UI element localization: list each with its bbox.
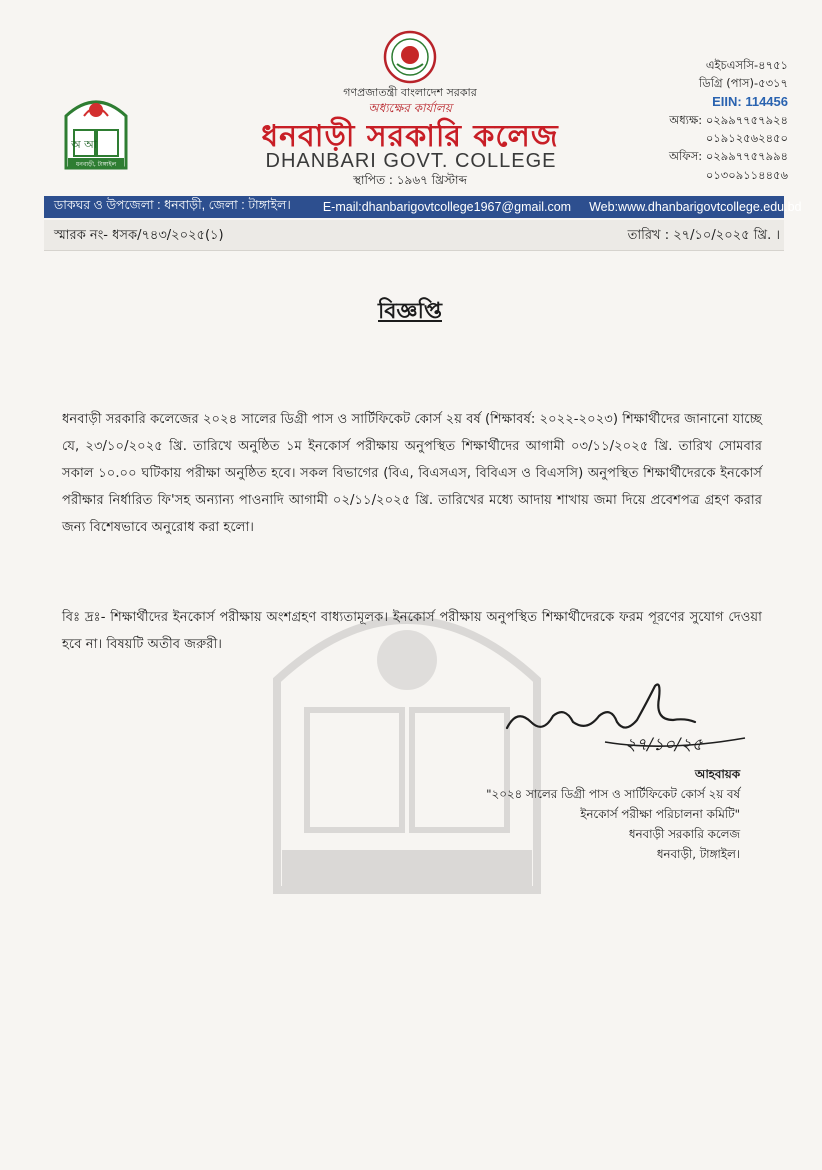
established-year: স্থাপিত : ১৯৬৭ খ্রিস্টাব্দ [353, 173, 467, 187]
college-logo-icon [62, 86, 130, 178]
email-link[interactable]: E-mail:dhanbarigovtcollege1967@gmail.com [322, 200, 572, 214]
government-seal-icon [383, 30, 437, 84]
handwritten-signature-icon [495, 676, 755, 766]
signatory-location: ধনবাড়ী, টাঙ্গাইল। [656, 847, 740, 861]
signatory-college: ধনবাড়ী সরকারি কলেজ [628, 827, 740, 841]
signature-date: ২৭/১০/২৫ [625, 735, 703, 755]
signatory-role: আহবায়ক [694, 767, 740, 781]
signatory-block [420, 764, 740, 864]
degree-code: ডিগ্রি (পাস)-৫৩১৭ [698, 76, 788, 91]
logo-letters: অ আ [71, 138, 97, 151]
government-line: গণপ্রজাতন্ত্রী বাংলাদেশ সরকার [343, 86, 477, 99]
hsc-code: এইচএসসি-৪৭৫১ [705, 58, 788, 72]
address-bar [44, 196, 802, 218]
mobile-number: ০১৯১২৫৬২৪৫০ [705, 131, 788, 146]
principal-phone: অধ্যক্ষ: ০২৯৯৭৭৫৭৯২৪ [669, 112, 788, 127]
eiin-number: EIIN: 114456 [712, 93, 788, 109]
office-phone: অফিস: ০২৯৯৭৭৫৭৯৯৪ [669, 149, 788, 164]
notice-note: বিঃ দ্রঃ- শিক্ষার্থীদের ইনকোর্স পরীক্ষায় অংশগ্রহণ বাধ্যতামূলক। ইনকোর্স পরীক্ষায় অনুপস্থিত শিক্ষার্থীদেরকে ফরম পূরণের সুযোগ দেওয়া হবে না। বিষয়টি অতীব জরুরী। [62, 610, 762, 652]
memo-number: স্মারক নং- ধসক/৭৪৩/২০২৫(১) [54, 228, 224, 243]
committee-line-2: ইনকোর্স পরীক্ষা পরিচালনা কমিটি" [580, 807, 740, 821]
notice-title: বিজ্ঞপ্তি [378, 299, 442, 324]
logo-caption: ধনবাড়ী, টাঙ্গাইল [75, 161, 117, 168]
contact-block [638, 56, 788, 184]
notice-body: ধনবাড়ী সরকারি কলেজের ২০২৪ সালের ডিগ্রী পাস ও সার্টিফিকেট কোর্স ২য় বর্ষ (শিক্ষাবর্ষ: ২০২২-২০২৩) শিক্ষার্থীদের জানানো যাচ্ছে যে, ২৩/১০/২০২৫ খ্রি. তারিখে অনুষ্ঠিত ১ম ইনকোর্স পরীক্ষায় অনুপস্থিত শিক্ষার্থীদের আগামী ০৩/১১/২০২৫ খ্রি. তারিখ সোমবার সকাল ১০.০০ ঘটিকায় পরীক্ষা অনুষ্ঠিত হবে। সকল বিভাগের (বিএ, বিএসএস, বিবিএস ও বিএসসি) অনুপস্থিত শিক্ষার্থীদেরকে ইনকোর্স পরীক্ষার নির্ধারিত ফি'সহ অন্যান্য পাওনাদি আগামী ০২/১১/২০২৫ খ্রি. তারিখের মধ্যে আদায় শাখায় জমা দিয়ে প্রবেশপত্র গ্রহণ করার জন্য বিশেষভাবে অনুরোধ করা হলো। [62, 412, 762, 535]
committee-line-1: "২০২৪ সালের ডিগ্রী পাস ও সার্টিফিকেট কোর্স ২য় বর্ষ [486, 787, 740, 801]
college-name-bengali: ধনবাড়ী সরকারি কলেজ [261, 119, 559, 154]
college-name-english: DHANBARI GOVT. COLLEGE [265, 150, 557, 172]
website-link[interactable]: Web:www.dhanbarigovtcollege.edu.bd [589, 200, 802, 214]
memo-date: তারিখ : ২৭/১০/২০২৫ খ্রি. । [627, 228, 780, 243]
postal-address: ডাকঘর ও উপজেলা : ধনবাড়ী, জেলা : টাঙ্গাইল। [54, 198, 291, 212]
office-mobile: ০১৩০৯১১৪৪৫৬ [705, 167, 788, 182]
office-line: অধ্যক্ষের কার্যালয় [368, 101, 452, 115]
